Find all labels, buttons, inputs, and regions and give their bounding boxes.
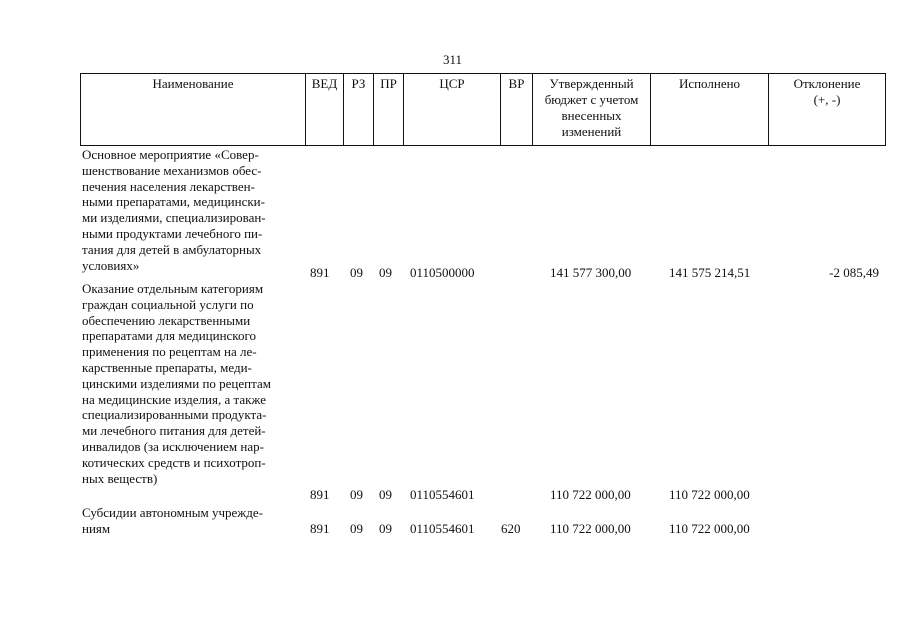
- row-name-line: Основное мероприятие «Совер-: [82, 147, 259, 162]
- table-row: [80, 505, 885, 539]
- row-budget: 110 722 000,00: [550, 521, 631, 536]
- row-rz: 09: [350, 487, 363, 502]
- row-rz: 09: [350, 521, 363, 536]
- row-executed: 141 575 214,51: [669, 265, 751, 280]
- row-executed: 110 722 000,00: [669, 487, 750, 502]
- row-csr: 0110554601: [410, 521, 475, 536]
- row-name: [82, 505, 304, 537]
- header-vr: ВР: [501, 74, 533, 146]
- row-budget: 141 577 300,00: [550, 265, 632, 280]
- row-name-line: ными продуктами лечебного пи-: [82, 225, 263, 241]
- row-name-line: условиях»: [82, 257, 140, 273]
- header-rz: РЗ: [344, 74, 374, 146]
- row-name: [82, 147, 304, 273]
- header-budget-line: бюджет с учетом: [544, 92, 639, 107]
- table-row: [80, 281, 885, 502]
- row-name-line: карственные препараты, меди-: [82, 359, 252, 375]
- row-rz: 09: [350, 265, 363, 280]
- row-name-line: на медицинские изделия, а также: [82, 391, 266, 407]
- row-name-line: ниям: [82, 520, 111, 536]
- header-ved: ВЕД: [306, 74, 344, 146]
- row-name-line: ми изделиями, специализирован-: [82, 210, 266, 226]
- row-name-line: ными препаратами, медицински-: [82, 194, 265, 210]
- row-csr: 0110554601: [410, 487, 475, 502]
- row-name-line: ных веществ): [82, 470, 158, 486]
- row-executed: 110 722 000,00: [669, 521, 750, 536]
- header-csr: ЦСР: [404, 74, 501, 146]
- row-name-line: тания для детей в амбулаторных: [82, 241, 262, 257]
- page-number: 311: [442, 52, 463, 67]
- header-budget-line: изменений: [561, 124, 622, 139]
- row-name-line: Субсидии автономным учрежде-: [82, 505, 263, 520]
- row-name-line: специализированными продукта-: [82, 407, 267, 423]
- row-pr: 09: [379, 487, 392, 502]
- row-name-line: печения населения лекарствен-: [82, 178, 255, 194]
- row-ved: 891: [310, 487, 330, 502]
- row-pr: 09: [379, 521, 392, 536]
- row-pr: 09: [379, 265, 392, 280]
- row-name-line: ми лечебного питания для детей-: [82, 423, 266, 439]
- table-row: [80, 147, 885, 280]
- header-deviation: [769, 74, 886, 146]
- row-name-line: котических средств и психотроп-: [82, 454, 266, 470]
- header-name: Наименование: [81, 74, 306, 146]
- row-deviation: -2 085,49: [829, 265, 879, 280]
- header-budget-line: Утвержденный: [549, 76, 634, 91]
- row-name-line: обеспечению лекарственными: [82, 312, 251, 328]
- row-name-line: инвалидов (за исключением нар-: [82, 438, 264, 454]
- row-ved: 891: [310, 521, 330, 536]
- header-budget-line: внесенных: [561, 108, 622, 123]
- row-csr: 0110500000: [410, 265, 475, 280]
- row-vr: 620: [501, 521, 521, 536]
- header-executed: Исполнено: [651, 74, 769, 146]
- row-name-line: граждан социальной услуги по: [82, 296, 254, 312]
- row-name-line: препаратами для медицинского: [82, 328, 256, 344]
- row-name-line: цинскими изделиями по рецептам: [82, 375, 271, 391]
- row-name-line: применения по рецептам на ле-: [82, 344, 257, 360]
- row-ved: 891: [310, 265, 330, 280]
- row-name: [82, 281, 304, 486]
- row-name-line: шенствование механизмов обес-: [82, 162, 262, 178]
- header-deviation-line: (+, -): [813, 92, 841, 107]
- row-budget: 110 722 000,00: [550, 487, 631, 502]
- table-header: [80, 73, 886, 146]
- header-budget: [533, 74, 651, 146]
- header-pr: ПР: [374, 74, 404, 146]
- row-name-line: Оказание отдельным категориям: [82, 281, 264, 296]
- header-deviation-line: Отклонение: [793, 76, 861, 91]
